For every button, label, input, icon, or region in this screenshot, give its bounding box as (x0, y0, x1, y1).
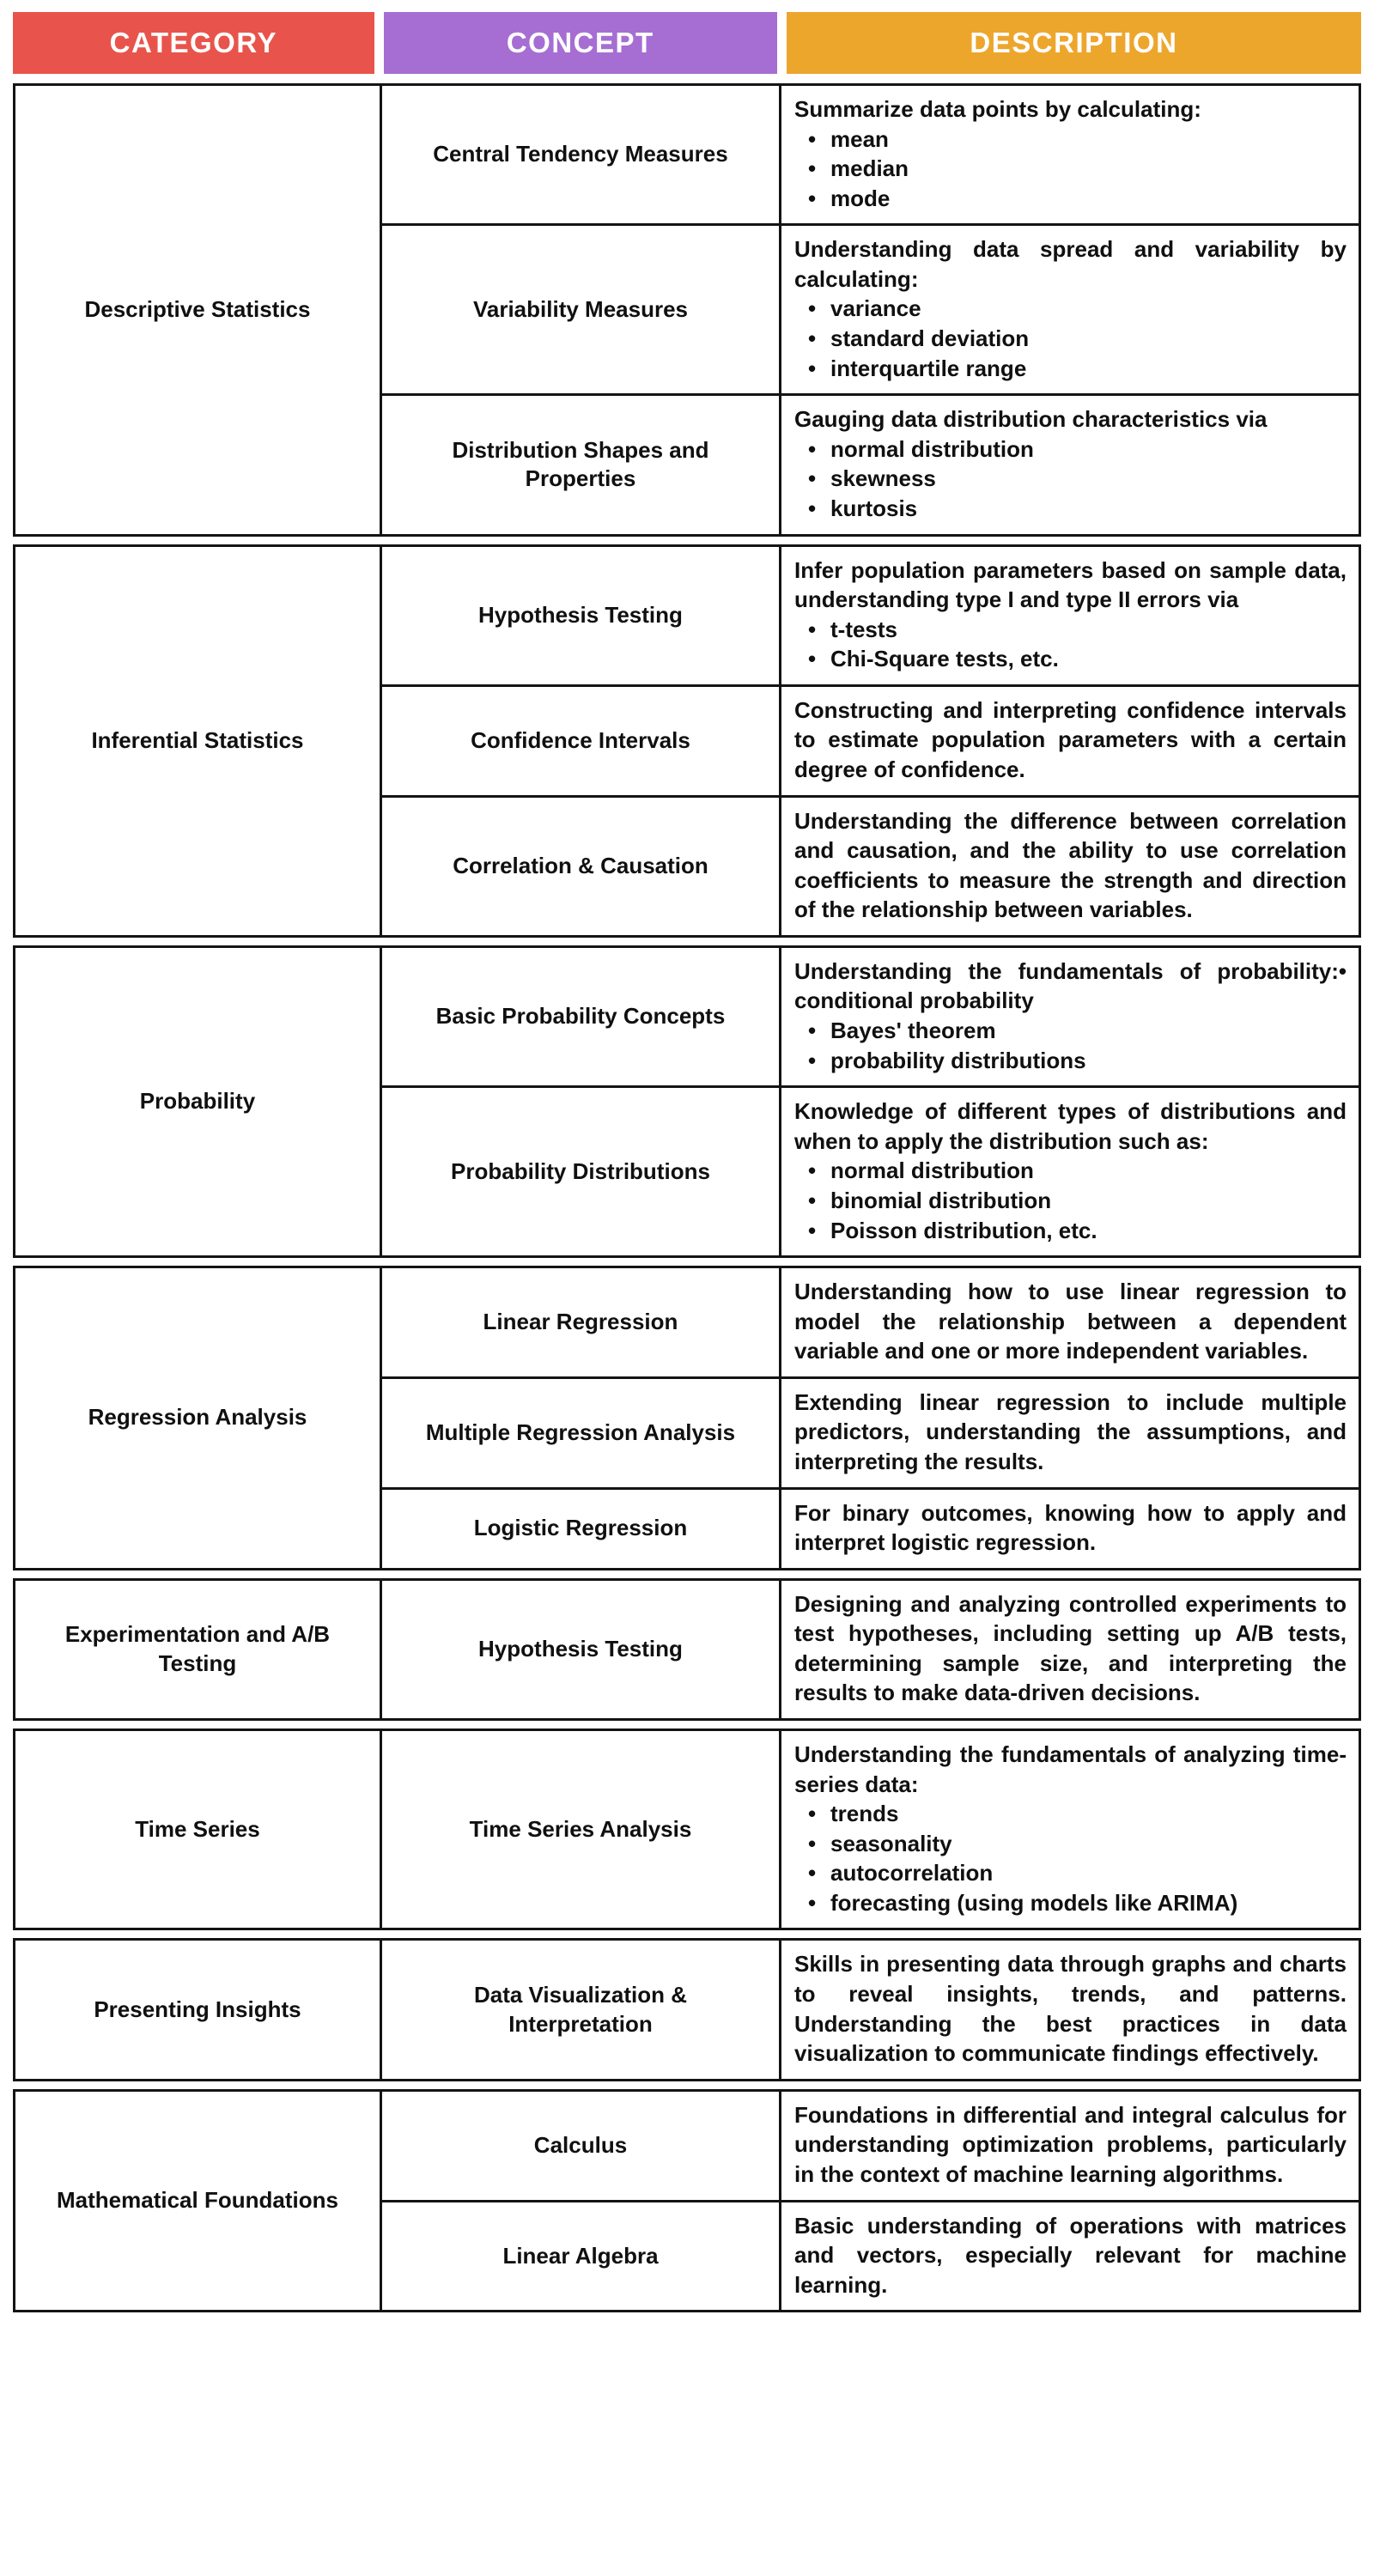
bullet-list (794, 294, 1347, 383)
description-text: Foundations in differential and integral calculus for understanding optimization problems, particularly in the context of machine learning algorithms. (794, 2101, 1347, 2187)
description-cell (781, 798, 1359, 935)
bullet-item: • kurtosis (808, 494, 1347, 524)
bullet-item: • median (808, 154, 1347, 184)
category-cell: Descriptive Statistics (15, 86, 382, 534)
table-row (382, 684, 1359, 795)
description-text: Constructing and interpreting confidence intervals to estimate population parameters with a certain degree of confidence. (794, 696, 1347, 782)
description-text: Infer population parameters based on sample data, understanding type I and type II errors via (794, 556, 1347, 613)
concept-cell: Basic Probability Concepts (382, 948, 781, 1085)
description-cell (781, 687, 1359, 795)
bullet-item: • normal distribution (808, 434, 1347, 465)
bullet-item: • mode (808, 184, 1347, 214)
concept-cell: Calculus (382, 2092, 781, 2200)
category-cell: Time Series (15, 1731, 382, 1928)
table-row (382, 795, 1359, 935)
description-text: Gauging data distribution characteristics via (794, 406, 1268, 433)
description-cell (781, 1581, 1359, 1718)
description-cell (781, 1941, 1359, 2078)
bullet-list (794, 615, 1347, 674)
description-cell (781, 1731, 1359, 1928)
table-row (382, 1376, 1359, 1487)
description-text: Understanding how to use linear regression to model the relationship between a dependent variable and one or more independent variables. (794, 1279, 1347, 1364)
table-row (382, 223, 1359, 393)
category-cell: Presenting Insights (15, 1941, 382, 2078)
table-row (382, 1268, 1359, 1376)
bullet-list (794, 125, 1347, 214)
table-body (13, 83, 1361, 2312)
description-cell (781, 2202, 1359, 2311)
table-row (382, 1581, 1359, 1718)
description-cell (781, 226, 1359, 393)
concept-cell: Probability Distributions (382, 1088, 781, 1255)
concept-cell: Distribution Shapes and Properties (382, 396, 781, 533)
description-text: Basic understanding of operations with matrices and vectors, especially relevant for machine learning. (794, 2212, 1347, 2298)
description-cell (781, 2092, 1359, 2200)
concept-cell: Hypothesis Testing (382, 547, 781, 684)
category-section (13, 544, 1361, 938)
description-text: Extending linear regression to include multiple predictors, understanding the assumptions, and interpreting the results. (794, 1388, 1347, 1474)
description-cell (781, 396, 1359, 533)
table-row (382, 1941, 1359, 2078)
description-text: For binary outcomes, knowing how to apply and interpret logistic regression. (794, 1499, 1347, 1556)
description-cell (781, 1490, 1359, 1568)
table-row (382, 86, 1359, 223)
table-header (13, 12, 1361, 74)
bullet-item: • forecasting (using models like ARIMA) (808, 1888, 1347, 1918)
description-cell (781, 1379, 1359, 1487)
header-category: CATEGORY (13, 12, 374, 74)
category-cell: Experimentation and A/B Testing (15, 1581, 382, 1718)
bullet-item: • t-tests (808, 615, 1347, 645)
bullet-list (794, 1016, 1347, 1075)
concept-cell: Variability Measures (382, 226, 781, 393)
bullet-item: • Poisson distribution, etc. (808, 1216, 1347, 1246)
table-row (382, 393, 1359, 533)
concept-cell: Confidence Intervals (382, 687, 781, 795)
bullet-item: • standard deviation (808, 324, 1347, 354)
category-cell: Probability (15, 948, 382, 1255)
description-cell (781, 86, 1359, 223)
concept-cell: Data Visualization & Interpretation (382, 1941, 781, 2078)
concept-cell: Linear Algebra (382, 2202, 781, 2311)
concept-rows (382, 1731, 1359, 1928)
description-cell (781, 948, 1359, 1085)
bullet-list (794, 1799, 1347, 1917)
table-row (382, 2092, 1359, 2200)
description-text: Designing and analyzing controlled experiments to test hypotheses, including setting up A/B tests, determining sample size, and interpreting the results to make data-driven decisions. (794, 1590, 1347, 1706)
table-row (382, 1731, 1359, 1928)
bullet-item: • probability distributions (808, 1046, 1347, 1076)
bullet-item: • mean (808, 125, 1347, 155)
concept-rows (382, 547, 1359, 935)
concept-cell: Logistic Regression (382, 1490, 781, 1568)
bullet-item: • skewness (808, 464, 1347, 494)
bullet-item: • Chi-Square tests, etc. (808, 644, 1347, 674)
header-concept: CONCEPT (384, 12, 777, 74)
concept-rows (382, 1941, 1359, 2078)
description-text: Understanding the fundamentals of probability:• conditional probability (794, 957, 1347, 1014)
category-cell: Regression Analysis (15, 1268, 382, 1568)
category-cell: Inferential Statistics (15, 547, 382, 935)
description-text: Summarize data points by calculating: (794, 96, 1201, 122)
bullet-item: • Bayes' theorem (808, 1016, 1347, 1046)
table-row (382, 547, 1359, 684)
concept-cell: Linear Regression (382, 1268, 781, 1376)
description-cell (781, 1088, 1359, 1255)
category-section (13, 1728, 1361, 1930)
table-row (382, 948, 1359, 1085)
description-cell (781, 547, 1359, 684)
concept-cell: Correlation & Causation (382, 798, 781, 935)
concept-rows (382, 1268, 1359, 1568)
category-section (13, 1266, 1361, 1571)
table-row (382, 1487, 1359, 1568)
concept-rows (382, 86, 1359, 534)
description-cell (781, 1268, 1359, 1376)
bullet-list (794, 1156, 1347, 1245)
category-section (13, 1578, 1361, 1721)
description-text: Understanding the fundamentals of analyzing time-series data: (794, 1741, 1347, 1797)
concept-cell: Central Tendency Measures (382, 86, 781, 223)
concept-cell: Hypothesis Testing (382, 1581, 781, 1718)
bullet-item: • autocorrelation (808, 1858, 1347, 1888)
category-section (13, 945, 1361, 1258)
header-description: DESCRIPTION (787, 12, 1361, 74)
bullet-list (794, 434, 1347, 524)
category-cell: Mathematical Foundations (15, 2092, 382, 2310)
table-row (382, 1085, 1359, 1255)
concept-cell: Time Series Analysis (382, 1731, 781, 1928)
description-text: Knowledge of different types of distributions and when to apply the distribution such as: (794, 1098, 1347, 1154)
description-text: Skills in presenting data through graphs and charts to reveal insights, trends, and patterns. Understanding the best practices in data visualization to communicate findings effectively. (794, 1951, 1347, 2067)
bullet-item: • seasonality (808, 1829, 1347, 1859)
description-text: Understanding data spread and variability by calculating: (794, 236, 1347, 292)
bullet-item: • trends (808, 1799, 1347, 1829)
bullet-item: • binomial distribution (808, 1186, 1347, 1216)
concept-cell: Multiple Regression Analysis (382, 1379, 781, 1487)
concept-rows (382, 1581, 1359, 1718)
description-text: Understanding the difference between correlation and causation, and the ability to use correlation coefficients to measure the strength and direction of the relationship between variables. (794, 807, 1347, 923)
category-section (13, 1938, 1361, 2081)
category-section (13, 83, 1361, 537)
concept-rows (382, 2092, 1359, 2310)
bullet-item: • interquartile range (808, 354, 1347, 384)
category-section (13, 2089, 1361, 2312)
concept-rows (382, 948, 1359, 1255)
bullet-item: • variance (808, 294, 1347, 324)
table-row (382, 2200, 1359, 2311)
bullet-item: • normal distribution (808, 1156, 1347, 1186)
